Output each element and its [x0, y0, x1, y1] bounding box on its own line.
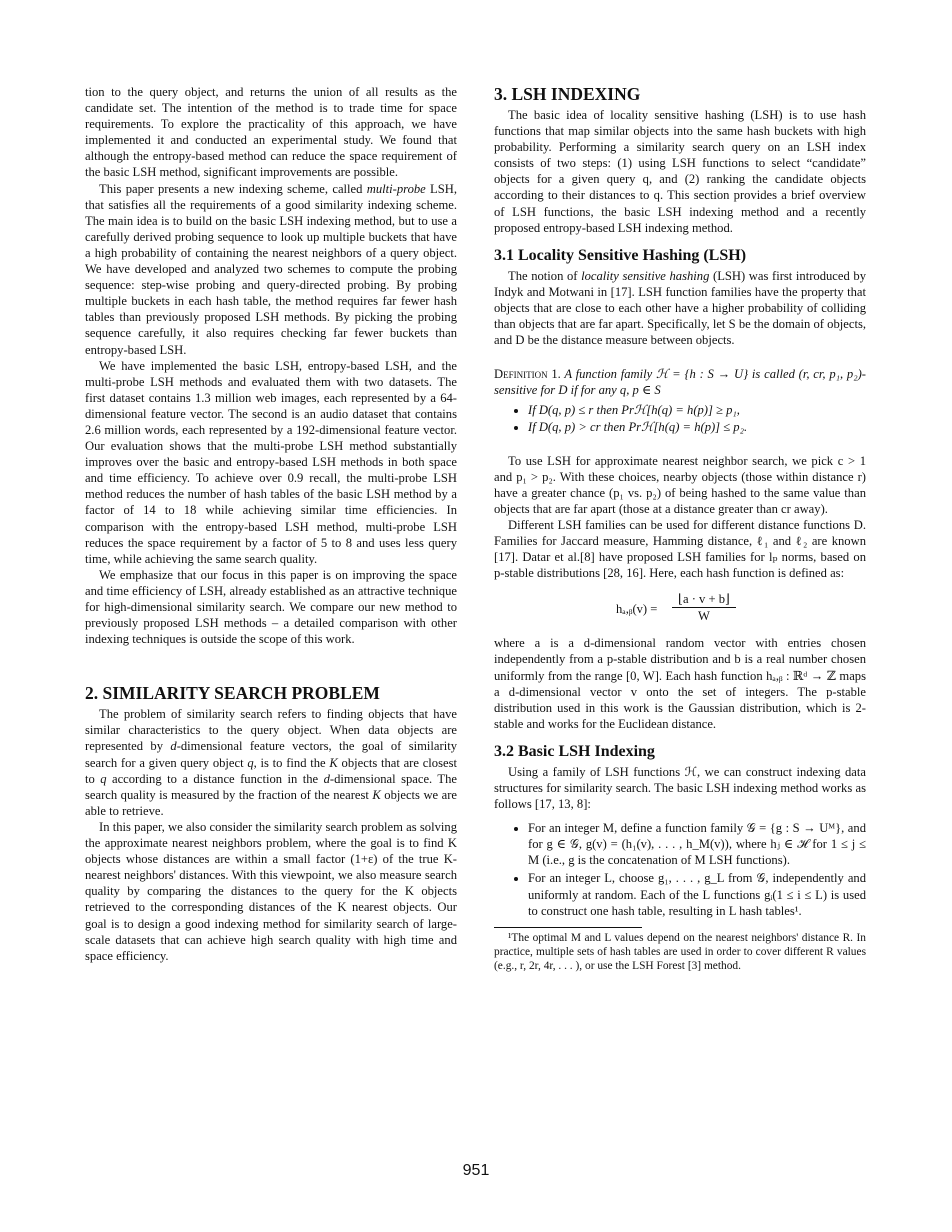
section-3-heading: 3. LSH INDEXING [494, 84, 641, 104]
paragraph-lsh-families: Different LSH families can be used for different distance functions D. Families for Jaccard measure, Hamming distance, ℓ₁ and ℓ₂ are known [17]. Datar et al.[8] have proposed LSH families for lₚ norms, based on p-stable distributions [28, 16]. Here, each hash function is defined as: [494, 517, 866, 581]
definition-1 [494, 366, 866, 398]
text-span: according to a distance function in the [106, 771, 324, 786]
list-item: • For an integer M, define a function family 𝒢 = {g : S → Uᴹ}, and for g ∈ 𝒢, g(v) = (h₁(v), . . . , h_M(v)), where hⱼ ∈ ℋ for 1 ≤ j ≤ M (i.e., g is the concatenation of M LSH functions). [528, 820, 866, 868]
math-q: q [100, 771, 107, 786]
paragraph-basic-lsh: Using a family of LSH functions ℋ, we can construct indexing data structures for similarity search. The basic LSH indexing method works as follows [17, 13, 8]: [494, 764, 866, 812]
paragraph-lsh-usage: To use LSH for approximate nearest neighbor search, we pick c > 1 and p₁ > p₂. With these choices, nearby objects (those within distance r) have a greater chance (p₁ vs. p₂) of being hashed to the same value than objects that are far apart (those at a distance greater than cr away). [494, 453, 866, 516]
formula-numerator: ⌊a · v + b⌋ [672, 591, 736, 608]
text-span: The notion of [508, 268, 582, 283]
definition-text: A function family ℋ = {h : S → U} is called (r, cr, p₁, p₂)-sensitive for D if for any q, p ∈ S [494, 367, 866, 398]
formula-fraction [672, 591, 736, 625]
paragraph-lsh-intro: The basic idea of locality sensitive hashing (LSH) is to use hash functions that map similar objects into the same hash buckets with high probability. Performing a similarity search query on an LSH index consists of two steps: (1) using LSH functions to select “candidate” objects for a given query q, and (2) ranking the candidate objects according to their distances to q. This section provides a brief overview of LSH functions, the basic LSH indexing method and a recently proposed entropy-based LSH indexing method. [494, 108, 866, 235]
list-item: • For an integer L, choose g₁, . . . , g_L from 𝒢, independently and uniformly at random. Each of the L functions gᵢ(1 ≤ i ≤ L) is used to construct one hash table, resulting in L hash tables¹. [528, 870, 866, 918]
text-span: The problem of similarity search refers to finding objects that have similar characteristics to the query object. When data objects are represented by [85, 707, 457, 754]
list-item-text: If D(q, p) ≤ r then Prℋ[h(q) = h(p)] ≥ p₁, [528, 403, 740, 418]
footnote-divider [494, 927, 642, 928]
formula-lhs: hₐ,ᵦ(v) = [616, 602, 658, 617]
text-span: This paper presents a new indexing scheme, called [99, 181, 367, 196]
paragraph-emphasis: We emphasize that our focus in this paper is on improving the space and time efficiency of LSH, already established as an attractive technique for high-dimensional similarity search. We compare our new method to previously proposed LSH methods – a detailed comparison with other indexing techniques is outside the scope of this work. [85, 567, 457, 647]
text-span: (LSH) was first introduced by Indyk and Motwani in [17]. LSH function families have the property that objects that are close to each other have a higher probability of colliding than objects that are far apart. Specifically, let S be the domain of objects, and D be the distance measure between objects. [494, 268, 866, 348]
paragraph-similarity-1 [85, 706, 457, 819]
math-K: K [329, 755, 338, 770]
section-2-heading: 2. SIMILARITY SEARCH PROBLEM [85, 683, 380, 704]
section-3-1-heading: 3.1 Locality Sensitive Hashing (LSH) [494, 246, 747, 264]
list-item-text: If D(q, p) > cr then Prℋ[h(q) = h(p)] ≤ p₂. [528, 419, 748, 434]
page-number: 951 [462, 1162, 490, 1179]
section-3-2-heading: 3.2 Basic LSH Indexing [494, 742, 655, 760]
paragraph-lsh-notion [494, 268, 866, 348]
hash-function-formula [494, 591, 866, 627]
left-column [85, 84, 457, 964]
formula-denominator: W [698, 609, 710, 624]
paragraph-multiprobe [85, 181, 457, 358]
footnote-1: ¹The optimal M and L values depend on the nearest neighbors' distance R. In practice, multiple sets of hash tables are used in order to cover different R values (e.g., r, 2r, 4r, . . . ), or use the LSH Forest [3] method. [494, 931, 866, 973]
right-column [494, 84, 866, 973]
text-span: , is to find the [253, 755, 330, 770]
paragraph-intro-end: tion to the query object, and returns the union of all results as the candidate set. The intention of the method is to trade time for space requirements. To explore the practicality of this approach, we have implemented it and conducted an experimental study. We found that although the entropy-based method can reduce the space requirement of the basic LSH method, significant improvements are possible. [85, 85, 457, 180]
emphasis-lsh: locality sensitive hashing [581, 268, 710, 283]
paragraph-implementation: We have implemented the basic LSH, entropy-based LSH, and the multi-probe LSH methods and evaluated them with two datasets. The first dataset contains 1.3 million web images, each represented by a 64-dimensional feature vector. The second is an audio dataset that contains 2.6 million words, each represented by a 192-dimensional feature vector. Our evaluation shows that the multi-probe LSH method substantially improves over the basic and entropy-based LSH methods in both space and time efficiency. To achieve over 0.9 recall, the multi-probe LSH method reduces the number of hash tables of the basic LSH method by a factor of 14 to 18 while achieving similar time efficiencies. In comparison with the entropy-based LSH method, multi-probe LSH reduces the space requirement by a factor of 5 to 8 and uses less query time, while achieving the same search quality. [85, 358, 457, 566]
math-d: d [323, 771, 330, 786]
text-span: -dimensional feature vectors, the goal of similarity search for a given query object [85, 739, 457, 770]
emphasis-multiprobe: multi-probe [366, 181, 426, 196]
list-item [528, 419, 866, 435]
paragraph-formula-explanation: where a is a d-dimensional random vector with entries chosen independently from a p-stable distribution and b is a real number chosen uniformly from the range [0, W]. Each hash function hₐ,ᵦ : ℝᵈ → ℤ maps a d-dimensional vector v onto the set of integers. The p-stable distribution used in this work is the Gaussian distribution, which is 2-stable and works for the Euclidean distance. [494, 636, 866, 731]
basic-lsh-steps [494, 820, 866, 919]
text-span: objects we are able to retrieve. [85, 787, 457, 818]
text-span: objects that are closest to [85, 755, 457, 786]
paragraph-similarity-2: In this paper, we also consider the similarity search problem as solving the approximate nearest neighbors problem, where the goal is to find K objects whose distances are within a small factor (1+ε) of the true K-nearest neighbors' distances. With this viewpoint, we also measure search quality by comparing the distances to the query for the K objects retrieved to the corresponding distances of the K nearest objects. Our goal is to design a good indexing method for similarity search of large-scale datasets that can achieve high search quality with high time and space efficiency. [85, 819, 457, 963]
math-d: d [170, 739, 177, 754]
definition-list [494, 402, 866, 434]
text-span: -dimensional space. The search quality is measured by the fraction of the nearest [85, 771, 457, 802]
list-item [528, 402, 866, 418]
text-span: LSH, that satisfies all the requirements of a good similarity indexing scheme. The main idea is to build on the basic LSH indexing method, but to use a carefully derived probing sequence to look up multiple buckets that have a high probability of containing the nearest neighbors of a query object. We have developed and analyzed two schemes to compute the probing sequence: step-wise probing and query-directed probing. By probing multiple buckets in each hash table, the method requires far fewer hash tables than previously proposed LSH methods. By picking the probing sequence carefully, it also requires checking far fewer buckets than entropy-based LSH. [85, 181, 458, 357]
definition-label: Definition 1. [494, 367, 561, 382]
math-K: K [372, 787, 381, 802]
math-q: q [247, 755, 254, 770]
